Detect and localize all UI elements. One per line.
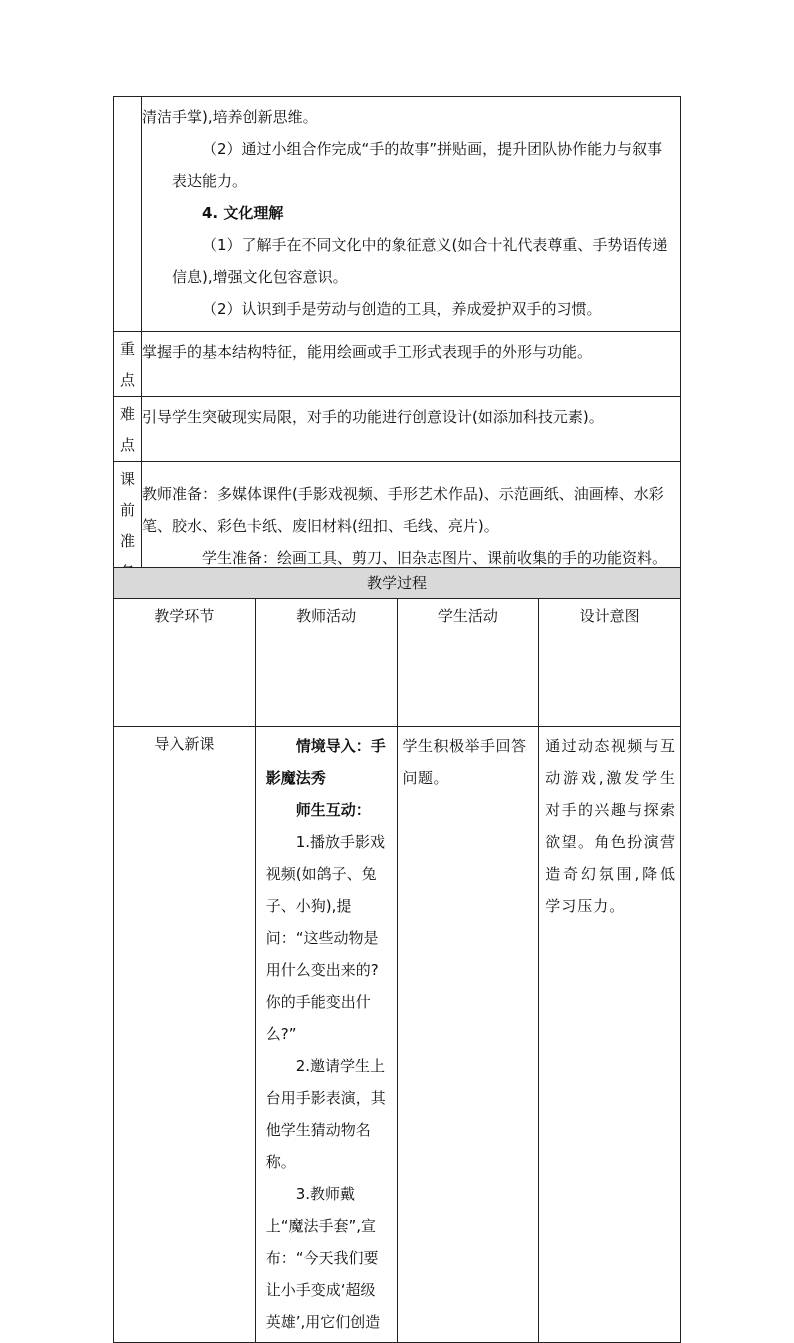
difficulty-text [142,397,681,462]
key-point-label: 重点 [114,332,142,397]
goals-line: 清洁手掌),培养创新思维。 [142,108,318,126]
difficulty-label: 难点 [114,397,142,462]
teaching-process-table [113,567,681,1343]
header-design-intent: 设计意图 [539,599,681,727]
goals-row [114,97,681,332]
student-activity-cell: 学生积极举手回答问题。 [397,727,539,1343]
goals-line: （2）认识到手是劳动与创造的工具，养成爱护双手的习惯。 [202,300,602,318]
difficulty-line: 引导学生突破现实局限，对手的功能进行创意设计(如添加科技元素)。 [142,408,604,426]
key-point-text [142,332,681,397]
stage-intro: 导入新课 [114,727,256,1343]
goals-line: （1）了解手在不同文化中的象征意义(如合十礼代表尊重、手势语传递信息),增强文化包容意识。 [172,236,668,286]
activity-item: 2.邀请学生上台用手影表演，其他学生猜动物名称。 [265,1057,386,1171]
activity-subtitle: 师生互动： [295,801,371,819]
student-preparation: 学生准备：绘画工具、剪刀、旧杂志图片、课前收集的手的功能资料。 [202,549,668,567]
activity-title: 情境导入：手影魔法秀 [265,737,386,787]
header-teacher-activity: 教师活动 [255,599,397,727]
design-intent-cell: 通过动态视频与互动游戏,激发学生对手的兴趣与探索欲望。角色扮演营造奇幻氛围,降低学习压力。 [539,727,681,1343]
activity-item: 1.播放手影戏视频(如鸽子、兔子、小狗),提问：“这些动物是用什么变出来的?你的手能变出什么?” [265,833,386,1043]
header-student-activity: 学生活动 [397,599,539,727]
goals-text-cell [142,97,681,332]
key-point-line: 掌握手的基本结构特征，能用绘画或手工形式表现手的外形与功能。 [142,343,593,361]
key-point-row [114,332,681,397]
lesson-plan-upper-table [113,96,681,589]
goals-label-cell [114,97,142,332]
activity-item: 3.教师戴上“魔法手套”,宣布：“今天我们要让小手变成‘超级英雄’,用它们创造 [265,1185,381,1331]
section-heading: 4. 文化理解 [202,204,284,222]
goals-line: （2）通过小组合作完成“手的故事”拼贴画，提升团队协作能力与叙事表达能力。 [172,140,663,190]
header-stage: 教学环节 [114,599,256,727]
difficulty-row [114,397,681,462]
teacher-preparation: 教师准备：多媒体课件(手影戏视频、手形艺术作品)、示范画纸、油画棒、水彩笔、胶水、彩色卡纸、废旧材料(纽扣、毛线、亮片)。 [142,485,664,535]
process-title: 教学过程 [114,568,681,599]
teacher-activity-cell [255,727,397,1343]
preparation-label: 课前准 [114,462,142,589]
table-row [114,727,681,1343]
